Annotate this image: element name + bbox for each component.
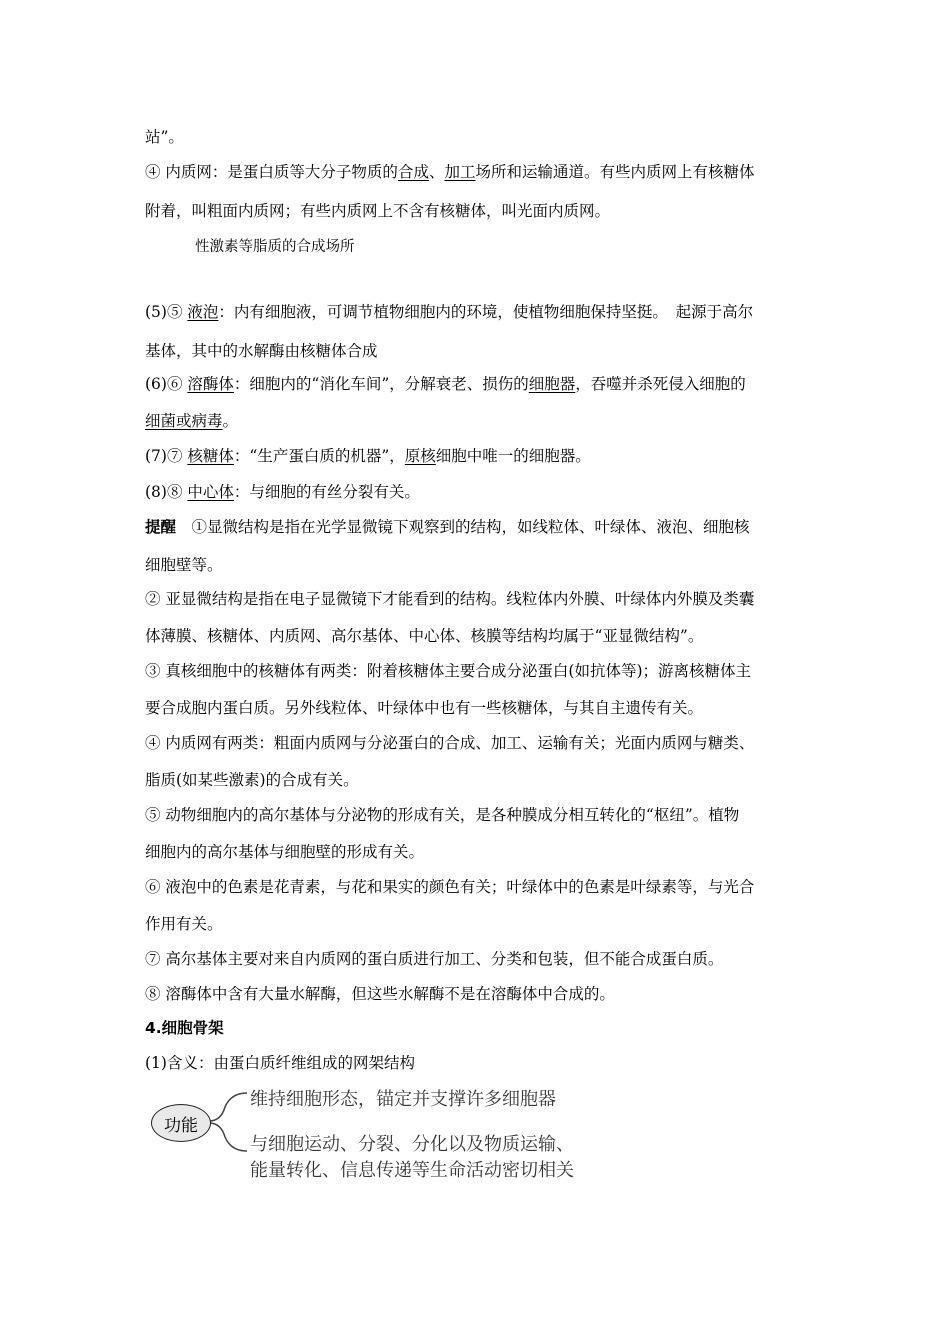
text-line: 附着，叫粗面内质网；有些内质网上不含有核糖体，叫光面内质网。 xyxy=(145,202,611,220)
text-line: ④ 内质网：是蛋白质等大分子物质的合成、加工场所和运输通道。有些内质网上有核糖体 xyxy=(145,163,755,181)
text-line: 细菌或病毒。 xyxy=(145,412,239,430)
diagram-branch-text: 维持细胞形态，锚定并支撑许多细胞器 xyxy=(250,1089,556,1110)
text-line: (8)⑧ 中心体：与细胞的有丝分裂有关。 xyxy=(145,483,420,501)
text-line: ⑦ 高尔基体主要对来自内质网的蛋白质进行加工、分类和包装，但不能合成蛋白质。 xyxy=(145,950,724,968)
underlined-term: 细菌或病毒 xyxy=(145,412,223,430)
text-line: 要合成胞内蛋白质。另外线粒体、叶绿体中也有一些核糖体，与其自主遗传有关。 xyxy=(145,699,704,717)
function-bubble: 功能 xyxy=(151,1104,211,1142)
text-line: ③ 真核细胞中的核糖体有两类：附着核糖体主要合成分泌蛋白(如抗体等)；游离核糖体主 xyxy=(145,662,752,680)
side-note: 性激素等脂质的合成场所 xyxy=(195,239,355,255)
underlined-term: 核糖体 xyxy=(187,447,234,465)
text-line: 细胞壁等。 xyxy=(145,556,223,574)
diagram-branch-text: 能量转化、信息传递等生命活动密切相关 xyxy=(250,1160,574,1181)
underlined-term: 原核 xyxy=(404,447,436,465)
text-line: 体薄膜、核糖体、内质网、高尔基体、中心体、核膜等结构均属于“亚显微结构”。 xyxy=(145,627,704,645)
text-line: (1)含义：由蛋白质纤维组成的网架结构 xyxy=(145,1054,415,1072)
text-line: (7)⑦ 核糖体：“生产蛋白质的机器”，原核细胞中唯一的细胞器。 xyxy=(145,447,591,465)
diagram-branch-text: 与细胞运动、分裂、分化以及物质运输、 xyxy=(250,1134,574,1155)
text-line: ⑧ 溶酶体中含有大量水解酶，但这些水解酶不是在溶酶体中合成的。 xyxy=(145,985,615,1003)
underlined-term: 中心体 xyxy=(187,483,234,501)
function-diagram xyxy=(145,1075,615,1185)
text-line: (5)⑤ 液泡：内有细胞液，可调节植物细胞内的环境，使植物细胞保持坚挺。 起源于高尔 xyxy=(145,303,754,321)
text-line: 脂质(如某些激素)的合成有关。 xyxy=(145,771,359,789)
underlined-term: 细胞器 xyxy=(528,375,576,393)
tip-line: 提醒 ①显微结构是指在光学显微镜下观察到的结构，如线粒体、叶绿体、液泡、细胞核 xyxy=(145,517,750,536)
text-line: ② 亚显微结构是指在电子显微镜下才能看到的结构。线粒体内外膜、叶绿体内外膜及类囊 xyxy=(145,590,755,608)
section-heading: 4.细胞骨架 xyxy=(145,1019,224,1037)
text-line: 基体，其中的水解酶由核糖体合成 xyxy=(145,342,378,360)
text-line: (6)⑥ 溶酶体：细胞内的“消化车间”，分解衰老、损伤的细胞器，吞噬并杀死侵入细胞的 xyxy=(145,375,746,393)
underlined-term: 液泡 xyxy=(187,303,219,321)
underlined-term: 溶酶体 xyxy=(187,375,234,393)
underlined-term: 加工 xyxy=(444,163,476,181)
text-line: ⑥ 液泡中的色素是花青素，与花和果实的颜色有关；叶绿体中的色素是叶绿素等，与光合 xyxy=(145,878,755,896)
text-line: 细胞内的高尔基体与细胞壁的形成有关。 xyxy=(145,843,425,861)
underlined-term: 合成 xyxy=(397,163,429,181)
text-line: 作用有关。 xyxy=(145,915,223,933)
text-line: 站”。 xyxy=(145,128,184,146)
text-line: ④ 内质网有两类：粗面内质网与分泌蛋白的合成、加工、运输有关；光面内质网与糖类、 xyxy=(145,734,755,752)
tip-label: 提醒 xyxy=(145,517,177,536)
text-line: ⑤ 动物细胞内的高尔基体与分泌物的形成有关，是各种膜成分相互转化的“枢纽”。植物 xyxy=(145,806,740,824)
